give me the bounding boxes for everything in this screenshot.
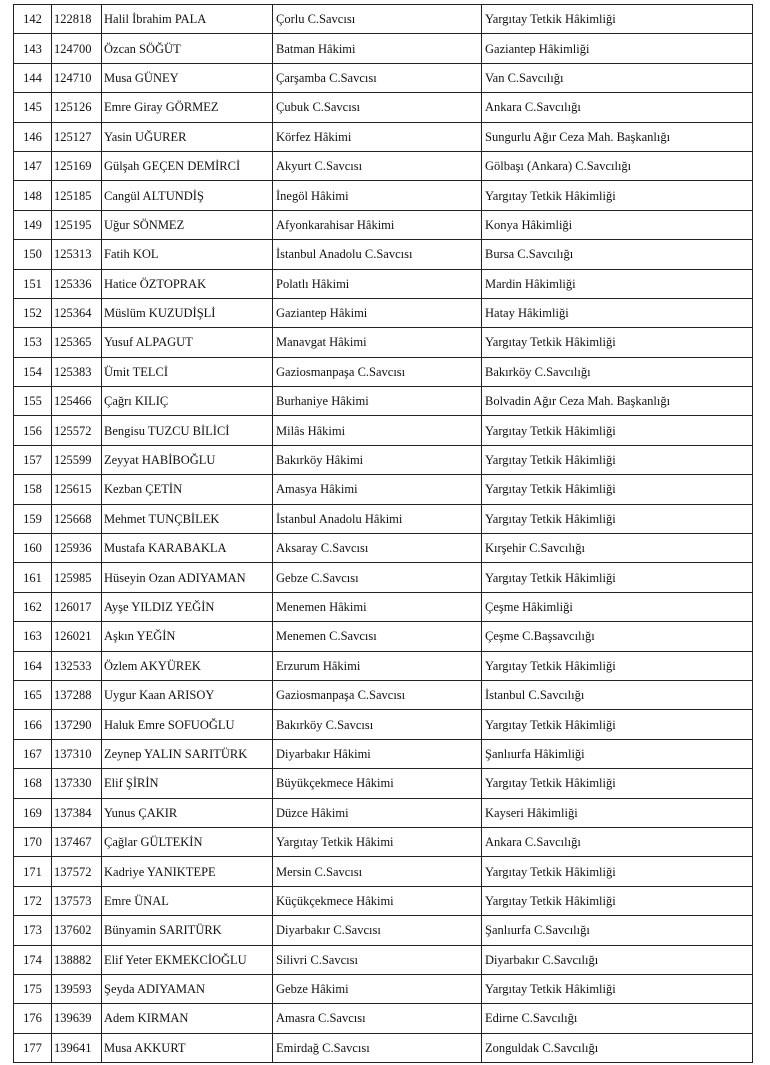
sicil-number-cell: 137310: [52, 739, 102, 768]
row-number-cell: 146: [14, 122, 52, 151]
row-number-cell: 142: [14, 5, 52, 34]
table-row: [14, 328, 753, 357]
sicil-number-cell: 137330: [52, 769, 102, 798]
new-post-cell: Şanlıurfa Hâkimliği: [482, 739, 753, 768]
sicil-number-cell: 125599: [52, 445, 102, 474]
sicil-number-cell: 139639: [52, 1004, 102, 1033]
row-number-cell: 149: [14, 210, 52, 239]
row-number-cell: 165: [14, 680, 52, 709]
table-row: [14, 475, 753, 504]
row-number-cell: 169: [14, 798, 52, 827]
row-number-cell: 175: [14, 974, 52, 1003]
new-post-cell: Bolvadin Ağır Ceza Mah. Başkanlığı: [482, 387, 753, 416]
row-number-cell: 164: [14, 651, 52, 680]
sicil-number-cell: 125336: [52, 269, 102, 298]
table-row: [14, 181, 753, 210]
table-row: [14, 710, 753, 739]
sicil-number-cell: 125985: [52, 563, 102, 592]
person-name-cell: Musa GÜNEY: [102, 63, 273, 92]
row-number-cell: 161: [14, 563, 52, 592]
person-name-cell: Kezban ÇETİN: [102, 475, 273, 504]
table-row: [14, 504, 753, 533]
current-post-cell: Diyarbakır Hâkimi: [273, 739, 482, 768]
new-post-cell: Yargıtay Tetkik Hâkimliği: [482, 504, 753, 533]
person-name-cell: Mustafa KARABAKLA: [102, 534, 273, 563]
person-name-cell: Ümit TELCİ: [102, 357, 273, 386]
table-row: [14, 592, 753, 621]
person-name-cell: Zeynep YALIN SARITÜRK: [102, 739, 273, 768]
current-post-cell: Milâs Hâkimi: [273, 416, 482, 445]
person-name-cell: Uğur SÖNMEZ: [102, 210, 273, 239]
sicil-number-cell: 137602: [52, 916, 102, 945]
row-number-cell: 145: [14, 93, 52, 122]
table-row: [14, 974, 753, 1003]
person-name-cell: Aşkın YEĞİN: [102, 622, 273, 651]
table-row: [14, 680, 753, 709]
current-post-cell: Silivri C.Savcısı: [273, 945, 482, 974]
new-post-cell: Bakırköy C.Savcılığı: [482, 357, 753, 386]
assignment-table: [13, 4, 753, 1063]
current-post-cell: İstanbul Anadolu Hâkimi: [273, 504, 482, 533]
table-row: [14, 240, 753, 269]
person-name-cell: Yunus ÇAKIR: [102, 798, 273, 827]
person-name-cell: Ayşe YILDIZ YEĞİN: [102, 592, 273, 621]
row-number-cell: 172: [14, 886, 52, 915]
sicil-number-cell: 125126: [52, 93, 102, 122]
sicil-number-cell: 139641: [52, 1033, 102, 1062]
new-post-cell: Yargıtay Tetkik Hâkimliği: [482, 328, 753, 357]
sicil-number-cell: 125936: [52, 534, 102, 563]
sicil-number-cell: 125185: [52, 181, 102, 210]
current-post-cell: Bakırköy C.Savcısı: [273, 710, 482, 739]
new-post-cell: Van C.Savcılığı: [482, 63, 753, 92]
current-post-cell: Afyonkarahisar Hâkimi: [273, 210, 482, 239]
person-name-cell: Kadriye YANIKTEPE: [102, 857, 273, 886]
new-post-cell: Gaziantep Hâkimliği: [482, 34, 753, 63]
table-row: [14, 34, 753, 63]
sicil-number-cell: 125466: [52, 387, 102, 416]
current-post-cell: Mersin C.Savcısı: [273, 857, 482, 886]
current-post-cell: Bakırköy Hâkimi: [273, 445, 482, 474]
sicil-number-cell: 139593: [52, 974, 102, 1003]
sicil-number-cell: 126017: [52, 592, 102, 621]
sicil-number-cell: 125383: [52, 357, 102, 386]
current-post-cell: Erzurum Hâkimi: [273, 651, 482, 680]
sicil-number-cell: 137288: [52, 680, 102, 709]
new-post-cell: Sungurlu Ağır Ceza Mah. Başkanlığı: [482, 122, 753, 151]
person-name-cell: Yusuf ALPAGUT: [102, 328, 273, 357]
row-number-cell: 167: [14, 739, 52, 768]
person-name-cell: Mehmet TUNÇBİLEK: [102, 504, 273, 533]
row-number-cell: 173: [14, 916, 52, 945]
sicil-number-cell: 125169: [52, 151, 102, 180]
person-name-cell: Bünyamin SARITÜRK: [102, 916, 273, 945]
person-name-cell: Hatice ÖZTOPRAK: [102, 269, 273, 298]
current-post-cell: Düzce Hâkimi: [273, 798, 482, 827]
sicil-number-cell: 125364: [52, 298, 102, 327]
person-name-cell: Hüseyin Ozan ADIYAMAN: [102, 563, 273, 592]
new-post-cell: Konya Hâkimliği: [482, 210, 753, 239]
row-number-cell: 176: [14, 1004, 52, 1033]
table-row: [14, 857, 753, 886]
table-row: [14, 798, 753, 827]
row-number-cell: 157: [14, 445, 52, 474]
new-post-cell: Yargıtay Tetkik Hâkimliği: [482, 974, 753, 1003]
current-post-cell: Akyurt C.Savcısı: [273, 151, 482, 180]
person-name-cell: Elif ŞİRİN: [102, 769, 273, 798]
table-row: [14, 357, 753, 386]
table-row: [14, 945, 753, 974]
current-post-cell: Yargıtay Tetkik Hâkimi: [273, 827, 482, 856]
table-row: [14, 416, 753, 445]
table-row: [14, 1004, 753, 1033]
table-row: [14, 1033, 753, 1062]
person-name-cell: Bengisu TUZCU BİLİCİ: [102, 416, 273, 445]
current-post-cell: Emirdağ C.Savcısı: [273, 1033, 482, 1062]
table-row: [14, 622, 753, 651]
new-post-cell: Ankara C.Savcılığı: [482, 93, 753, 122]
sicil-number-cell: 125365: [52, 328, 102, 357]
sicil-number-cell: 137467: [52, 827, 102, 856]
table-row: [14, 122, 753, 151]
new-post-cell: İstanbul C.Savcılığı: [482, 680, 753, 709]
row-number-cell: 170: [14, 827, 52, 856]
current-post-cell: Gaziosmanpaşa C.Savcısı: [273, 680, 482, 709]
new-post-cell: Yargıtay Tetkik Hâkimliği: [482, 651, 753, 680]
current-post-cell: Amasra C.Savcısı: [273, 1004, 482, 1033]
person-name-cell: Özcan SÖĞÜT: [102, 34, 273, 63]
new-post-cell: Gölbaşı (Ankara) C.Savcılığı: [482, 151, 753, 180]
person-name-cell: Özlem AKYÜREK: [102, 651, 273, 680]
table-row: [14, 93, 753, 122]
table-row: [14, 445, 753, 474]
current-post-cell: Batman Hâkimi: [273, 34, 482, 63]
current-post-cell: Aksaray C.Savcısı: [273, 534, 482, 563]
new-post-cell: Hatay Hâkimliği: [482, 298, 753, 327]
sicil-number-cell: 124700: [52, 34, 102, 63]
row-number-cell: 159: [14, 504, 52, 533]
row-number-cell: 148: [14, 181, 52, 210]
table-row: [14, 916, 753, 945]
table-row: [14, 651, 753, 680]
new-post-cell: Yargıtay Tetkik Hâkimliği: [482, 445, 753, 474]
row-number-cell: 156: [14, 416, 52, 445]
sicil-number-cell: 125572: [52, 416, 102, 445]
new-post-cell: Yargıtay Tetkik Hâkimliği: [482, 475, 753, 504]
new-post-cell: Yargıtay Tetkik Hâkimliği: [482, 857, 753, 886]
new-post-cell: Yargıtay Tetkik Hâkimliği: [482, 769, 753, 798]
row-number-cell: 151: [14, 269, 52, 298]
row-number-cell: 153: [14, 328, 52, 357]
table-row: [14, 739, 753, 768]
new-post-cell: Çeşme Hâkimliği: [482, 592, 753, 621]
person-name-cell: Çağrı KILIÇ: [102, 387, 273, 416]
row-number-cell: 152: [14, 298, 52, 327]
sicil-number-cell: 125615: [52, 475, 102, 504]
row-number-cell: 168: [14, 769, 52, 798]
sicil-number-cell: 125195: [52, 210, 102, 239]
current-post-cell: Diyarbakır C.Savcısı: [273, 916, 482, 945]
current-post-cell: İstanbul Anadolu C.Savcısı: [273, 240, 482, 269]
sicil-number-cell: 132533: [52, 651, 102, 680]
row-number-cell: 163: [14, 622, 52, 651]
current-post-cell: Gaziantep Hâkimi: [273, 298, 482, 327]
new-post-cell: Kayseri Hâkimliği: [482, 798, 753, 827]
sicil-number-cell: 122818: [52, 5, 102, 34]
row-number-cell: 160: [14, 534, 52, 563]
new-post-cell: Bursa C.Savcılığı: [482, 240, 753, 269]
current-post-cell: Çorlu C.Savcısı: [273, 5, 482, 34]
current-post-cell: Gaziosmanpaşa C.Savcısı: [273, 357, 482, 386]
sicil-number-cell: 137572: [52, 857, 102, 886]
table-row: [14, 387, 753, 416]
current-post-cell: Çubuk C.Savcısı: [273, 93, 482, 122]
person-name-cell: Çağlar GÜLTEKİN: [102, 827, 273, 856]
current-post-cell: Çarşamba C.Savcısı: [273, 63, 482, 92]
table-row: [14, 5, 753, 34]
table-row: [14, 63, 753, 92]
row-number-cell: 158: [14, 475, 52, 504]
current-post-cell: Manavgat Hâkimi: [273, 328, 482, 357]
person-name-cell: Emre ÜNAL: [102, 886, 273, 915]
person-name-cell: Adem KIRMAN: [102, 1004, 273, 1033]
table-row: [14, 151, 753, 180]
person-name-cell: Musa AKKURT: [102, 1033, 273, 1062]
new-post-cell: Edirne C.Savcılığı: [482, 1004, 753, 1033]
person-name-cell: Müslüm KUZUDİŞLİ: [102, 298, 273, 327]
new-post-cell: Şanlıurfa C.Savcılığı: [482, 916, 753, 945]
current-post-cell: Gebze Hâkimi: [273, 974, 482, 1003]
sicil-number-cell: 125313: [52, 240, 102, 269]
sicil-number-cell: 124710: [52, 63, 102, 92]
sicil-number-cell: 137384: [52, 798, 102, 827]
new-post-cell: Mardin Hâkimliği: [482, 269, 753, 298]
new-post-cell: Diyarbakır C.Savcılığı: [482, 945, 753, 974]
current-post-cell: Küçükçekmece Hâkimi: [273, 886, 482, 915]
table-row: [14, 827, 753, 856]
new-post-cell: Yargıtay Tetkik Hâkimliği: [482, 5, 753, 34]
person-name-cell: Fatih KOL: [102, 240, 273, 269]
person-name-cell: Yasin UĞURER: [102, 122, 273, 151]
person-name-cell: Cangül ALTUNDİŞ: [102, 181, 273, 210]
row-number-cell: 144: [14, 63, 52, 92]
new-post-cell: Ankara C.Savcılığı: [482, 827, 753, 856]
sicil-number-cell: 126021: [52, 622, 102, 651]
person-name-cell: Haluk Emre SOFUOĞLU: [102, 710, 273, 739]
new-post-cell: Yargıtay Tetkik Hâkimliği: [482, 416, 753, 445]
person-name-cell: Halil İbrahim PALA: [102, 5, 273, 34]
row-number-cell: 162: [14, 592, 52, 621]
current-post-cell: Körfez Hâkimi: [273, 122, 482, 151]
new-post-cell: Çeşme C.Başsavcılığı: [482, 622, 753, 651]
person-name-cell: Elif Yeter EKMEKCİOĞLU: [102, 945, 273, 974]
person-name-cell: Emre Giray GÖRMEZ: [102, 93, 273, 122]
sicil-number-cell: 137290: [52, 710, 102, 739]
row-number-cell: 155: [14, 387, 52, 416]
assignment-table-body: [14, 5, 753, 1063]
current-post-cell: Gebze C.Savcısı: [273, 563, 482, 592]
person-name-cell: Şeyda ADIYAMAN: [102, 974, 273, 1003]
person-name-cell: Gülşah GEÇEN DEMİRCİ: [102, 151, 273, 180]
sicil-number-cell: 125668: [52, 504, 102, 533]
sicil-number-cell: 125127: [52, 122, 102, 151]
person-name-cell: Zeyyat HABİBOĞLU: [102, 445, 273, 474]
person-name-cell: Uygur Kaan ARISOY: [102, 680, 273, 709]
table-row: [14, 563, 753, 592]
table-row: [14, 769, 753, 798]
current-post-cell: Menemen Hâkimi: [273, 592, 482, 621]
row-number-cell: 166: [14, 710, 52, 739]
new-post-cell: Zonguldak C.Savcılığı: [482, 1033, 753, 1062]
sicil-number-cell: 137573: [52, 886, 102, 915]
new-post-cell: Yargıtay Tetkik Hâkimliği: [482, 563, 753, 592]
current-post-cell: İnegöl Hâkimi: [273, 181, 482, 210]
current-post-cell: Amasya Hâkimi: [273, 475, 482, 504]
new-post-cell: Kırşehir C.Savcılığı: [482, 534, 753, 563]
table-row: [14, 886, 753, 915]
table-row: [14, 534, 753, 563]
row-number-cell: 177: [14, 1033, 52, 1062]
new-post-cell: Yargıtay Tetkik Hâkimliği: [482, 886, 753, 915]
row-number-cell: 174: [14, 945, 52, 974]
new-post-cell: Yargıtay Tetkik Hâkimliği: [482, 181, 753, 210]
new-post-cell: Yargıtay Tetkik Hâkimliği: [482, 710, 753, 739]
row-number-cell: 154: [14, 357, 52, 386]
row-number-cell: 150: [14, 240, 52, 269]
current-post-cell: Burhaniye Hâkimi: [273, 387, 482, 416]
row-number-cell: 171: [14, 857, 52, 886]
current-post-cell: Polatlı Hâkimi: [273, 269, 482, 298]
table-row: [14, 298, 753, 327]
current-post-cell: Menemen C.Savcısı: [273, 622, 482, 651]
row-number-cell: 143: [14, 34, 52, 63]
table-row: [14, 210, 753, 239]
sicil-number-cell: 138882: [52, 945, 102, 974]
row-number-cell: 147: [14, 151, 52, 180]
current-post-cell: Büyükçekmece Hâkimi: [273, 769, 482, 798]
table-row: [14, 269, 753, 298]
